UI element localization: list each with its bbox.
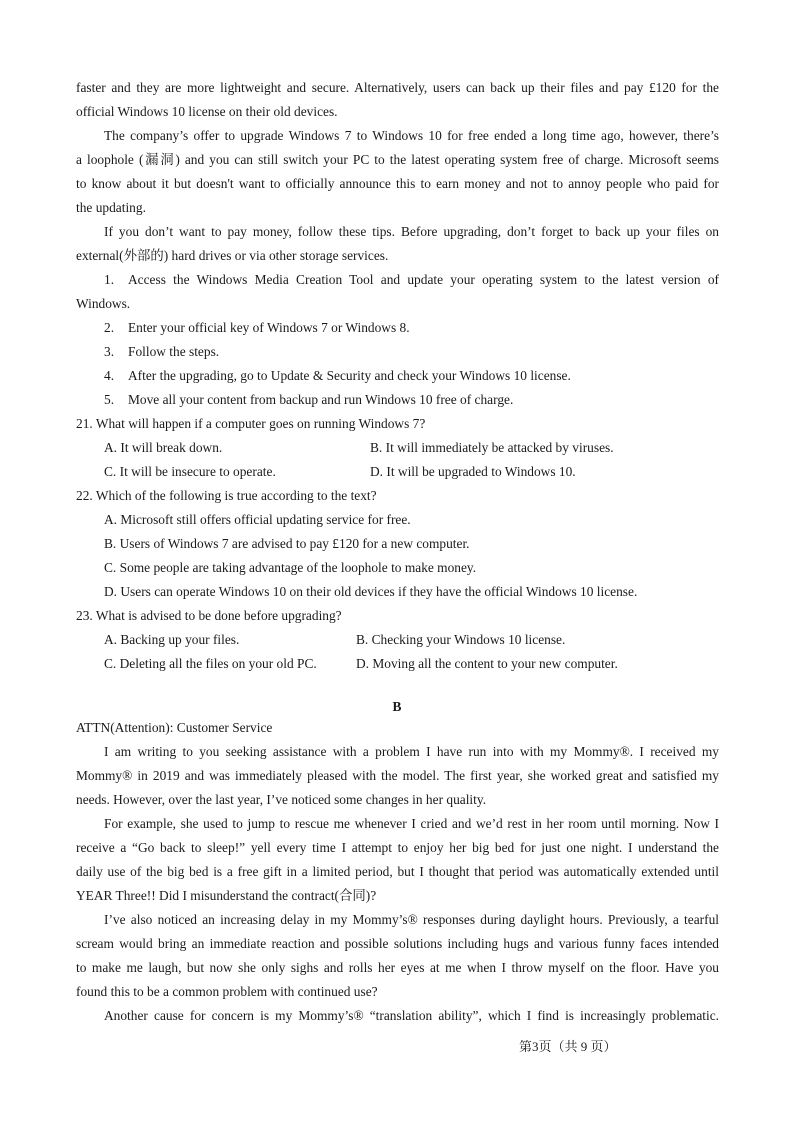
step-text: Move all your content from backup and run Windows 10 free of charge. xyxy=(128,392,514,407)
page-number: 第3页（共 9 页） xyxy=(519,1039,617,1054)
passage-b-text: needs. However, over the last year, I’ve noticed some changes in her quality. xyxy=(76,792,487,807)
answer-option[interactable]: B. Users of Windows 7 are advised to pay £120 for a new computer. xyxy=(104,536,470,551)
answer-option[interactable]: B. It will immediately be attacked by viruses. xyxy=(370,440,614,455)
answer-option[interactable]: A. It will break down. xyxy=(104,440,223,455)
passage-b-text: I am writing to you seeking assistance with a problem I have run into with my Mommy®. I received my xyxy=(104,744,719,759)
step-text: After the upgrading, go to Update & Security and check your Windows 10 license. xyxy=(128,368,571,383)
answer-option[interactable]: D. Users can operate Windows 10 on their old devices if they have the official Windows 10 license. xyxy=(104,584,638,599)
step-text: Follow the steps. xyxy=(128,344,220,359)
question-stem: 21. What will happen if a computer goes on running Windows 7? xyxy=(76,416,426,431)
passage-b-text: Another cause for concern is my Mommy’s® “translation ability”, which I find is increasingly problematic. xyxy=(104,1008,719,1023)
answer-option[interactable]: B. Checking your Windows 10 license. xyxy=(356,632,566,647)
answer-option[interactable]: D. Moving all the content to your new computer. xyxy=(356,656,618,671)
step-number: 5. xyxy=(104,392,115,407)
step-number: 2. xyxy=(104,320,115,335)
section-heading: B xyxy=(392,699,402,714)
answer-option[interactable]: C. It will be insecure to operate. xyxy=(104,464,276,479)
passage-a-text: faster and they are more lightweight and secure. Alternatively, users can back up their files and pay £120 for the xyxy=(76,80,719,95)
passage-b-text: receive a “Go back to sleep!” yell every time I attempt to enjoy her big bed for just one night. I understand the xyxy=(76,840,719,855)
answer-option[interactable]: D. It will be upgraded to Windows 10. xyxy=(370,464,576,479)
passage-b-text: daily use of the big bed is a free gift in a limited period, but I thought that period was automatically extended until xyxy=(76,864,719,879)
step-item xyxy=(104,271,719,289)
step-number: 3. xyxy=(104,344,115,359)
passage-b-text: For example, she used to jump to rescue me whenever I cried and we’d rest in her room until morning. Now I xyxy=(104,816,719,831)
passage-b-text: YEAR Three!! Did I misunderstand the contract(合同)? xyxy=(76,888,377,903)
question-stem: 22. Which of the following is true according to the text? xyxy=(76,488,377,503)
answer-option[interactable]: C. Some people are taking advantage of the loophole to make money. xyxy=(104,560,477,575)
passage-b-text: to make me laugh, but now she only sighs and rolls her eyes at me when I throw myself on the floor. Have you xyxy=(76,960,719,975)
passage-a-text: The company’s offer to upgrade Windows 7 to Windows 10 for free ended a long time ago, however, there’s xyxy=(104,128,719,143)
question-stem: 23. What is advised to be done before upgrading? xyxy=(76,608,342,623)
step-number: 1. xyxy=(104,272,115,287)
step-item xyxy=(104,391,747,409)
step-text: Enter your official key of Windows 7 or Windows 8. xyxy=(128,320,410,335)
passage-a-text: external(外部的) hard drives or via other storage services. xyxy=(76,248,389,263)
passage-b-text: found this to be a common problem with continued use? xyxy=(76,984,378,999)
step-item xyxy=(104,367,747,385)
passage-a-text: a loophole (漏洞) and you can still switch your PC to the latest operating system free of charge. Microsoft seems xyxy=(76,152,719,167)
answer-option[interactable]: C. Deleting all the files on your old PC. xyxy=(104,656,317,671)
passage-a-text: If you don’t want to pay money, follow these tips. Before upgrading, don’t forget to back up your files on xyxy=(104,224,719,239)
step-number: 4. xyxy=(104,368,115,383)
passage-a-text: to know about it but doesn't want to officially announce this to earn money and not to annoy people who paid for xyxy=(76,176,719,191)
passage-b-text: scream would bring an immediate reaction and possible solutions including hugs and various funny faces intended xyxy=(76,936,719,951)
step-text-continued: Windows. xyxy=(76,296,131,311)
passage-a-text: official Windows 10 license on their old devices. xyxy=(76,104,338,119)
answer-option[interactable]: A. Microsoft still offers official updating service for free. xyxy=(104,512,411,527)
step-item xyxy=(104,319,747,337)
passage-b-text: I’ve also noticed an increasing delay in my Mommy’s® responses during daylight hours. Previously, a tearful xyxy=(104,912,719,927)
passage-b-text: Mommy® in 2019 and was immediately pleased with the model. The first year, she worked great and satisfied my xyxy=(76,768,719,783)
passage-a-text: the updating. xyxy=(76,200,146,215)
answer-option[interactable]: A. Backing up your files. xyxy=(104,632,240,647)
step-text: Access the Windows Media Creation Tool and update your operating system to the latest version of xyxy=(128,272,719,287)
letter-salutation: ATTN(Attention): Customer Service xyxy=(76,720,273,735)
step-item xyxy=(104,343,747,361)
